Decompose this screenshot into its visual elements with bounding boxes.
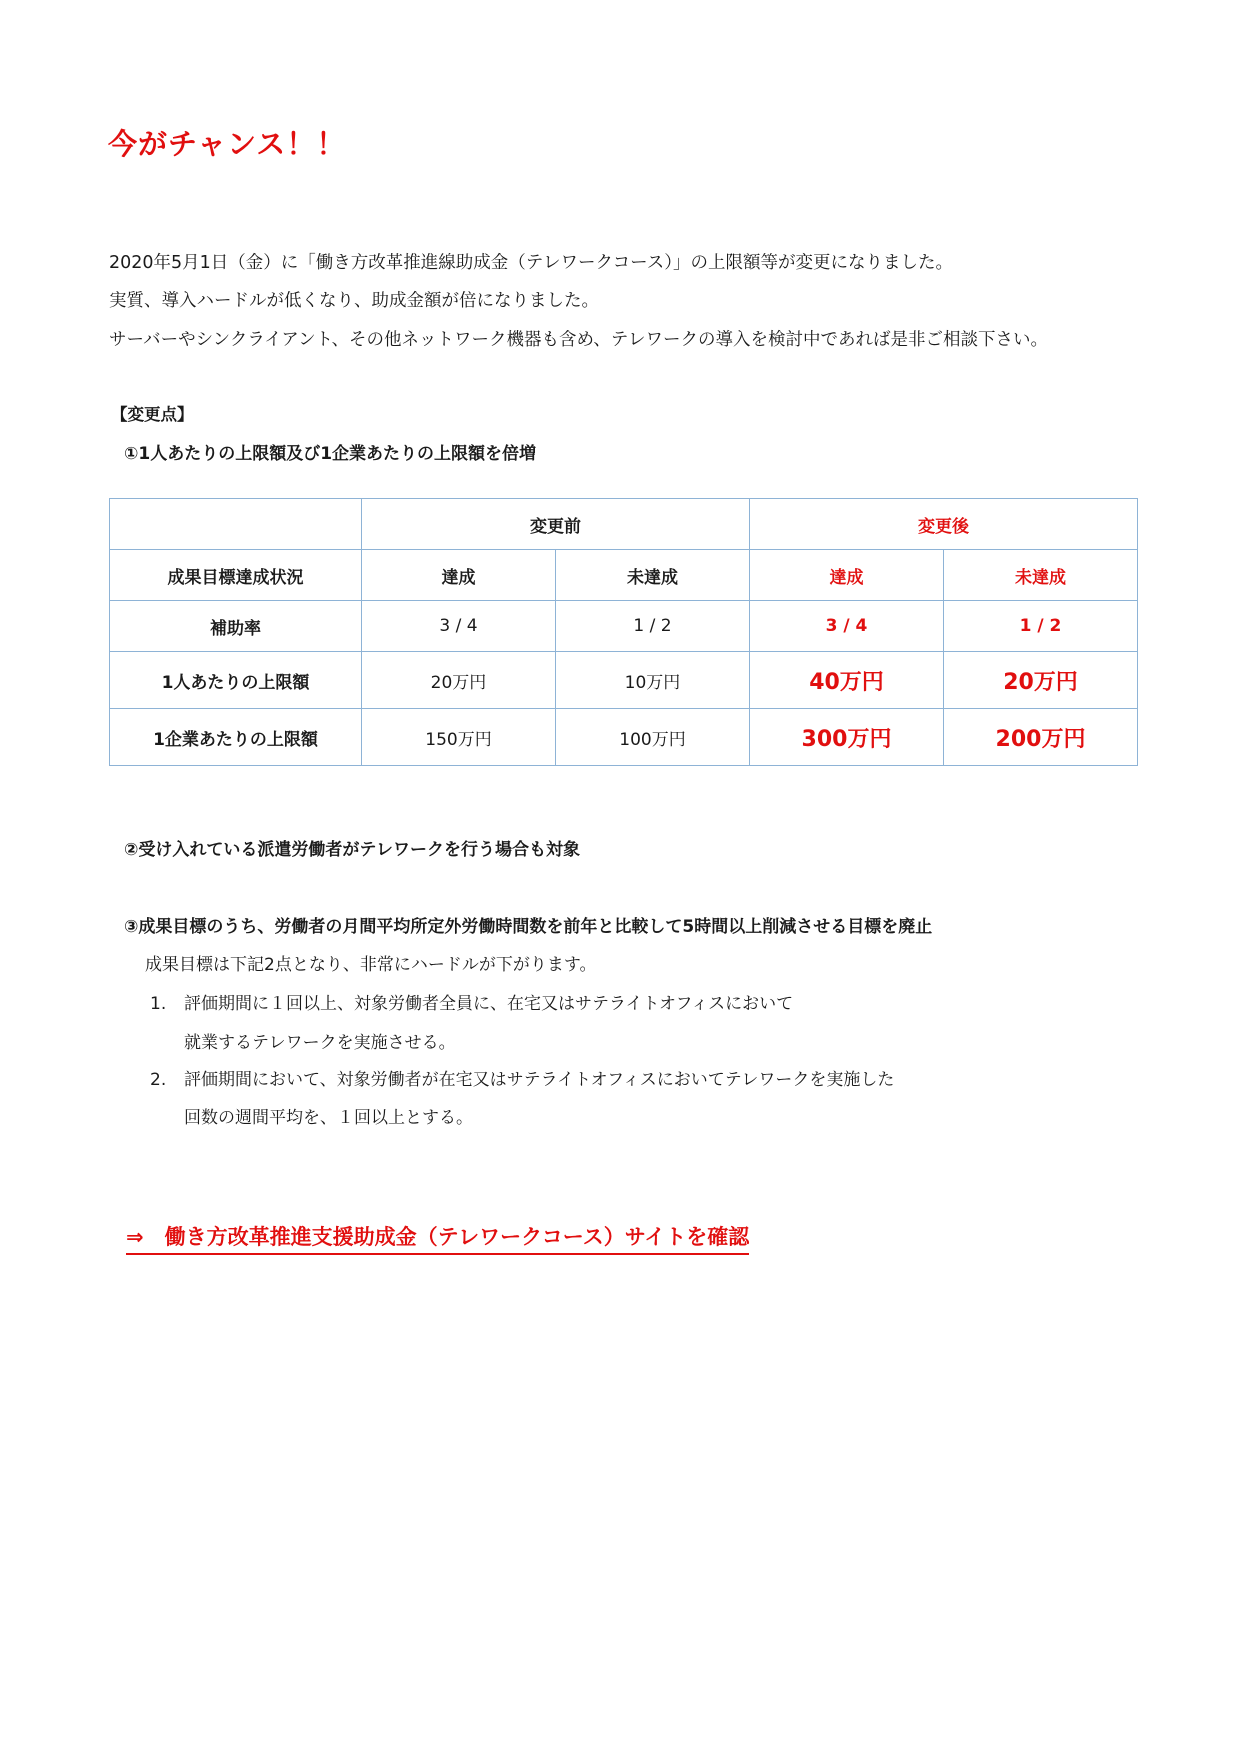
goal-2-line-2: 回数の週間平均を、１回以上とする。 <box>184 1108 473 1128</box>
goal-2-line-1: 評価期間において、対象労働者が在宅又はサテライトオフィスにおいてテレワークを実施した <box>184 1070 895 1090</box>
point-3-heading: ③成果目標のうち、労働者の月間平均所定外労働時間数を前年と比較して5時間以上削減させる目標を廃止 <box>124 917 933 937</box>
cell-before-company-not-achieved: 100万円 <box>556 709 750 766</box>
header-before: 変更前 <box>362 499 750 550</box>
goal-2-number: 2. <box>150 1070 167 1090</box>
cell-after-company-not-achieved: 200万円 <box>944 709 1138 766</box>
cell-before-rate-not-achieved: 1 / 2 <box>556 601 750 652</box>
row-label-per-company-limit: 1企業あたりの上限額 <box>110 709 362 766</box>
cell-before-achieved: 達成 <box>362 550 556 601</box>
cell-before-rate-achieved: 3 / 4 <box>362 601 556 652</box>
goal-1-line-1: 評価期間に１回以上、対象労働者全員に、在宅又はサテライトオフィスにおいて <box>184 994 794 1014</box>
point-3-note: 成果目標は下記2点となり、非常にハードルが下がります。 <box>145 955 597 975</box>
intro-line-3: サーバーやシンクライアント、その他ネットワーク機器も含め、テレワークの導入を検討中であれば是非ご相談下さい。 <box>109 330 1048 350</box>
cell-before-person-achieved: 20万円 <box>362 652 556 709</box>
point-2-heading: ②受け入れている派遣労働者がテレワークを行う場合も対象 <box>124 840 581 860</box>
row-label-per-person-limit: 1人あたりの上限額 <box>110 652 362 709</box>
row-label-subsidy-rate: 補助率 <box>110 601 362 652</box>
cell-after-rate-not-achieved: 1 / 2 <box>944 601 1138 652</box>
cell-before-not-achieved: 未達成 <box>556 550 750 601</box>
goal-1-number: 1. <box>150 994 167 1014</box>
subsidy-site-link[interactable]: ⇒ 働き方改革推進支援助成金（テレワークコース）サイトを確認 <box>126 1221 749 1255</box>
intro-line-1: 2020年5月1日（金）に「働き方改革推進線助成金（テレワークコース）」の上限額等が変更になりました。 <box>109 253 953 273</box>
changes-heading: 【変更点】 <box>111 405 194 424</box>
cell-after-company-achieved: 300万円 <box>750 709 944 766</box>
point-1-heading: ①1人あたりの上限額及び1企業あたりの上限額を倍増 <box>124 444 537 464</box>
cell-after-person-achieved: 40万円 <box>750 652 944 709</box>
cell-before-company-achieved: 150万円 <box>362 709 556 766</box>
comparison-table <box>109 498 1138 766</box>
cell-after-not-achieved: 未達成 <box>944 550 1138 601</box>
intro-line-2: 実質、導入ハードルが低くなり、助成金額が倍になりました。 <box>109 291 599 311</box>
header-empty-cell <box>110 499 362 550</box>
cell-before-person-not-achieved: 10万円 <box>556 652 750 709</box>
cell-after-rate-achieved: 3 / 4 <box>750 601 944 652</box>
goal-1-line-2: 就業するテレワークを実施させる。 <box>184 1033 456 1053</box>
cell-after-achieved: 達成 <box>750 550 944 601</box>
header-after: 変更後 <box>750 499 1138 550</box>
row-label-achievement: 成果目標達成状況 <box>110 550 362 601</box>
cell-after-person-not-achieved: 20万円 <box>944 652 1138 709</box>
page-title: 今がチャンス！！ <box>108 127 347 161</box>
